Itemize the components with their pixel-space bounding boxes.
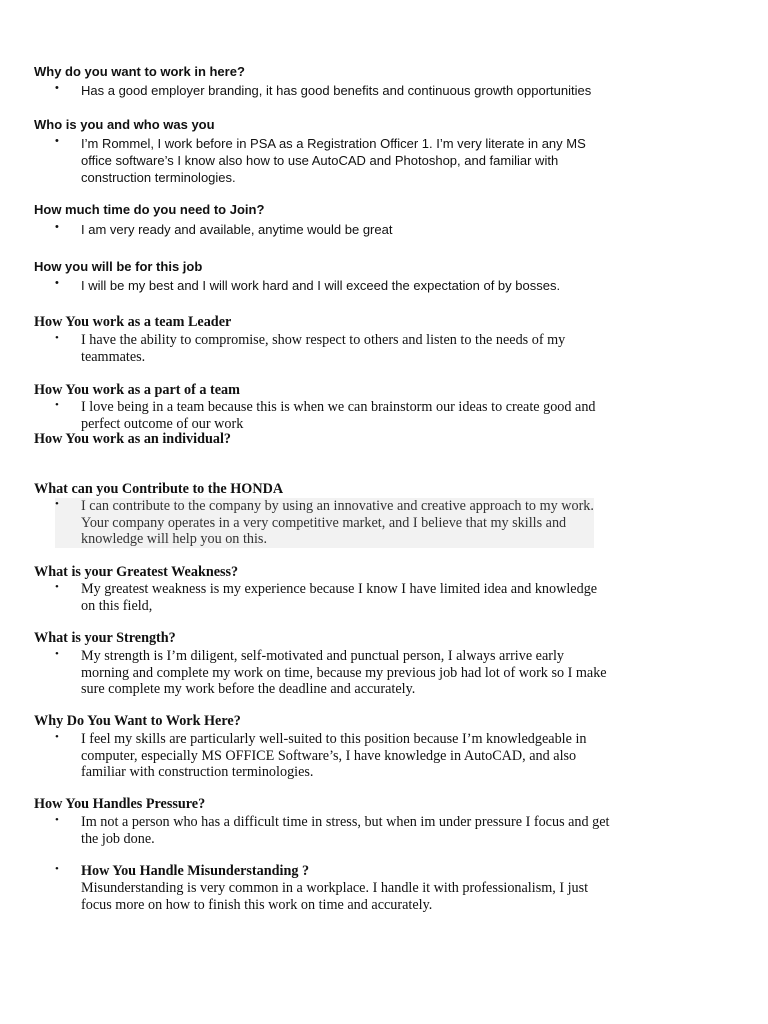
bullet-icon: •: [55, 498, 59, 510]
answer-line: Im not a person who has a difficult time in stress, but when im under pressure I focus and get: [81, 814, 610, 830]
question-heading: How You work as a team Leader: [34, 314, 232, 330]
answer-line: I am very ready and available, anytime would be great: [81, 222, 393, 237]
answer-line: teammates.: [81, 348, 146, 365]
question-heading: How You Handle Misunderstanding ?: [81, 863, 310, 879]
answer-bullet-item: [55, 221, 392, 238]
answer-line: I can contribute to the company by using an innovative and creative approach to my work.: [55, 498, 594, 515]
answer-line: sure complete my work before the deadline and accurately.: [81, 681, 416, 697]
bullet-icon: •: [55, 648, 59, 660]
question-heading: How much time do you need to Join?: [34, 202, 265, 217]
answer-bullet-item: [55, 399, 596, 432]
bullet-icon: •: [55, 814, 59, 826]
question-heading: Who is you and who was you: [34, 117, 215, 132]
answer-bullet-item: [55, 648, 607, 698]
answer-line: on this field,: [81, 597, 153, 614]
bullet-icon: •: [55, 82, 59, 94]
answer-line: construction terminologies.: [81, 170, 236, 185]
answer-paragraph: [81, 880, 588, 914]
answer-bullet-item: [55, 82, 591, 99]
bullet-icon: •: [55, 731, 59, 743]
question-heading: How You Handles Pressure?: [34, 796, 206, 812]
answer-line: Misunderstanding is very common in a workplace. I handle it with professionalism, I just: [81, 880, 589, 896]
question-bullet-item: [55, 863, 309, 880]
answer-line: perfect outcome of our work: [81, 415, 244, 432]
answer-line: familiar with construction terminologies.: [81, 764, 314, 780]
question-heading: Why do you want to work in here?: [34, 64, 245, 79]
question-heading: How You work as an individual?: [34, 431, 231, 447]
bullet-icon: •: [55, 221, 59, 233]
question-heading: How you will be for this job: [34, 259, 203, 274]
answer-bullet-item: [55, 814, 610, 847]
answer-line: My strength is I’m diligent, self-motivated and punctual person, I always arrive early: [81, 648, 565, 664]
question-heading: Why Do You Want to Work Here?: [34, 713, 241, 729]
answer-line: Your company operates in a very competitive market, and I believe that my skills and: [55, 515, 594, 532]
answer-bullet-item: [55, 731, 587, 781]
bullet-icon: •: [55, 332, 59, 344]
answer-line: I will be my best and I will work hard and I will exceed the expectation of by bosses.: [81, 278, 561, 293]
answer-line: I love being in a team because this is when we can brainstorm our ideas to create good and: [81, 399, 596, 415]
answer-line: I feel my skills are particularly well-suited to this position because I’m knowledgeable in: [81, 731, 587, 747]
bullet-icon: •: [55, 863, 59, 875]
question-heading: What is your Greatest Weakness?: [34, 564, 239, 580]
answer-line: knowledge will help you on this.: [55, 531, 594, 548]
question-heading: How You work as a part of a team: [34, 382, 240, 398]
answer-line: Has a good employer branding, it has good benefits and continuous growth opportunities: [81, 83, 592, 98]
answer-bullet-item: [55, 135, 586, 186]
bullet-icon: •: [55, 277, 59, 289]
bullet-icon: •: [55, 399, 59, 411]
answer-line: I have the ability to compromise, show respect to others and listen to the needs of my: [81, 332, 566, 348]
question-heading: What is your Strength?: [34, 630, 176, 646]
answer-line: computer, especially MS OFFICE Software’s, I have knowledge in AutoCAD, and also: [81, 747, 577, 764]
bullet-icon: •: [55, 581, 59, 593]
answer-bullet-item: [55, 498, 594, 548]
answer-bullet-item: [55, 332, 565, 365]
answer-line: office software’s I know also how to use AutoCAD and Photoshop, and familiar with: [81, 153, 559, 168]
answer-bullet-item: [55, 277, 560, 294]
answer-line: I’m Rommel, I work before in PSA as a Registration Officer 1. I’m very literate in any MS: [81, 136, 586, 151]
bullet-icon: •: [55, 135, 59, 147]
answer-line: the job done.: [81, 830, 155, 847]
answer-bullet-item: [55, 581, 597, 614]
question-heading: What can you Contribute to the HONDA: [34, 481, 284, 497]
answer-line: My greatest weakness is my experience because I know I have limited idea and knowledge: [81, 581, 598, 597]
answer-line: focus more on how to finish this work on time and accurately.: [81, 897, 433, 913]
answer-line: morning and complete my work on time, because my previous job had lot of work so I make: [81, 664, 607, 681]
